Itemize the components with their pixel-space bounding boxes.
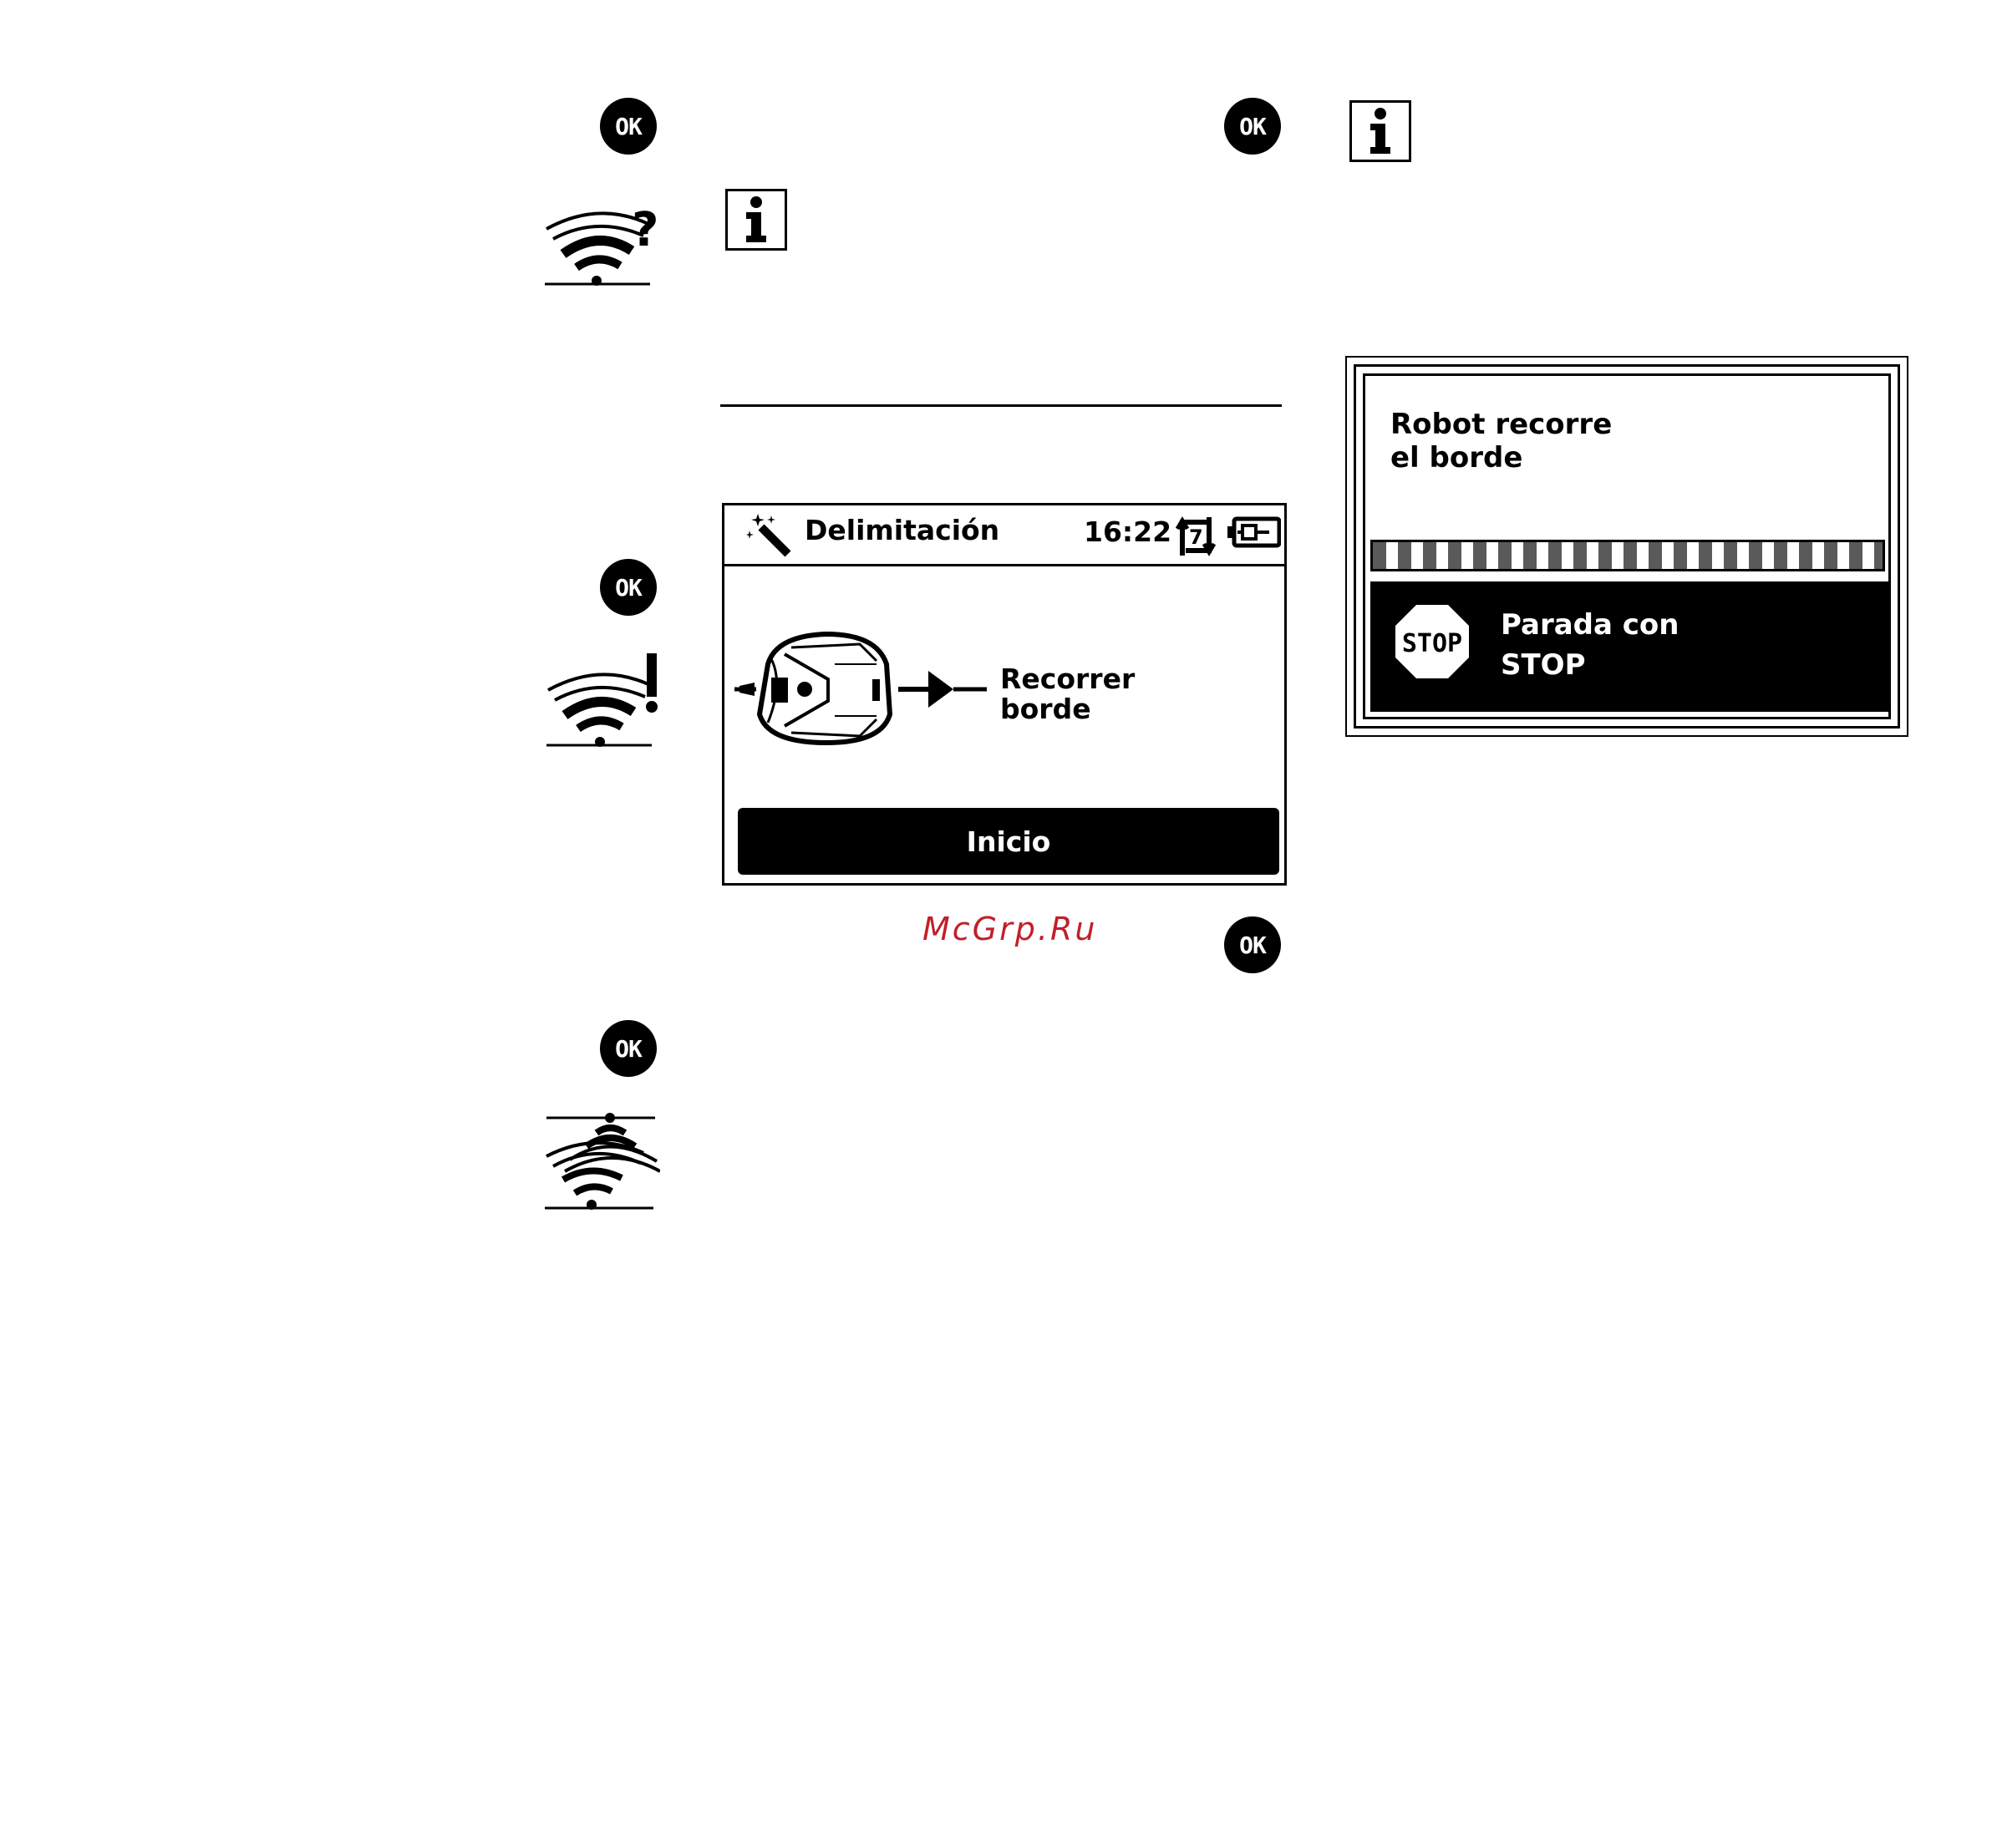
display-message: Recorrer borde — [1000, 663, 1136, 725]
ok-button-icon: OK — [600, 98, 657, 155]
battery-charging-icon — [1226, 515, 1281, 549]
ok-button-icon: OK — [600, 559, 657, 616]
progress-bar — [1370, 540, 1885, 571]
status-panel — [1345, 356, 1908, 737]
start-button[interactable]: Inicio — [738, 808, 1279, 875]
svg-text:STOP: STOP — [1401, 629, 1463, 658]
display-clock: 16:22 — [1084, 515, 1172, 548]
info-icon — [1349, 100, 1411, 162]
mower-display-screen — [722, 503, 1287, 886]
ok-button-icon: OK — [1224, 98, 1281, 155]
info-icon — [725, 189, 787, 251]
wifi-exclamation-icon — [543, 652, 662, 752]
section-divider — [720, 404, 1282, 407]
stop-instruction-bar — [1370, 581, 1888, 712]
wifi-question-icon — [541, 190, 660, 291]
status-message: Robot recorre el borde — [1390, 408, 1613, 475]
wifi-search-icon — [541, 1111, 660, 1216]
magic-wand-icon — [746, 512, 793, 559]
watermark: McGrp.Ru — [922, 911, 1098, 947]
display-header — [724, 505, 1284, 566]
robot-mower-icon — [734, 631, 993, 748]
svg-text:7: 7 — [1189, 525, 1203, 549]
ok-button-icon: OK — [600, 1020, 657, 1077]
display-title: Delimitación — [805, 514, 1000, 546]
svg-text:?: ? — [632, 203, 659, 257]
ok-button-icon: OK — [1224, 916, 1281, 973]
timer-icon — [1174, 510, 1219, 559]
stop-instruction-text: Parada con STOP — [1501, 608, 1679, 682]
stop-sign-icon — [1394, 603, 1471, 680]
